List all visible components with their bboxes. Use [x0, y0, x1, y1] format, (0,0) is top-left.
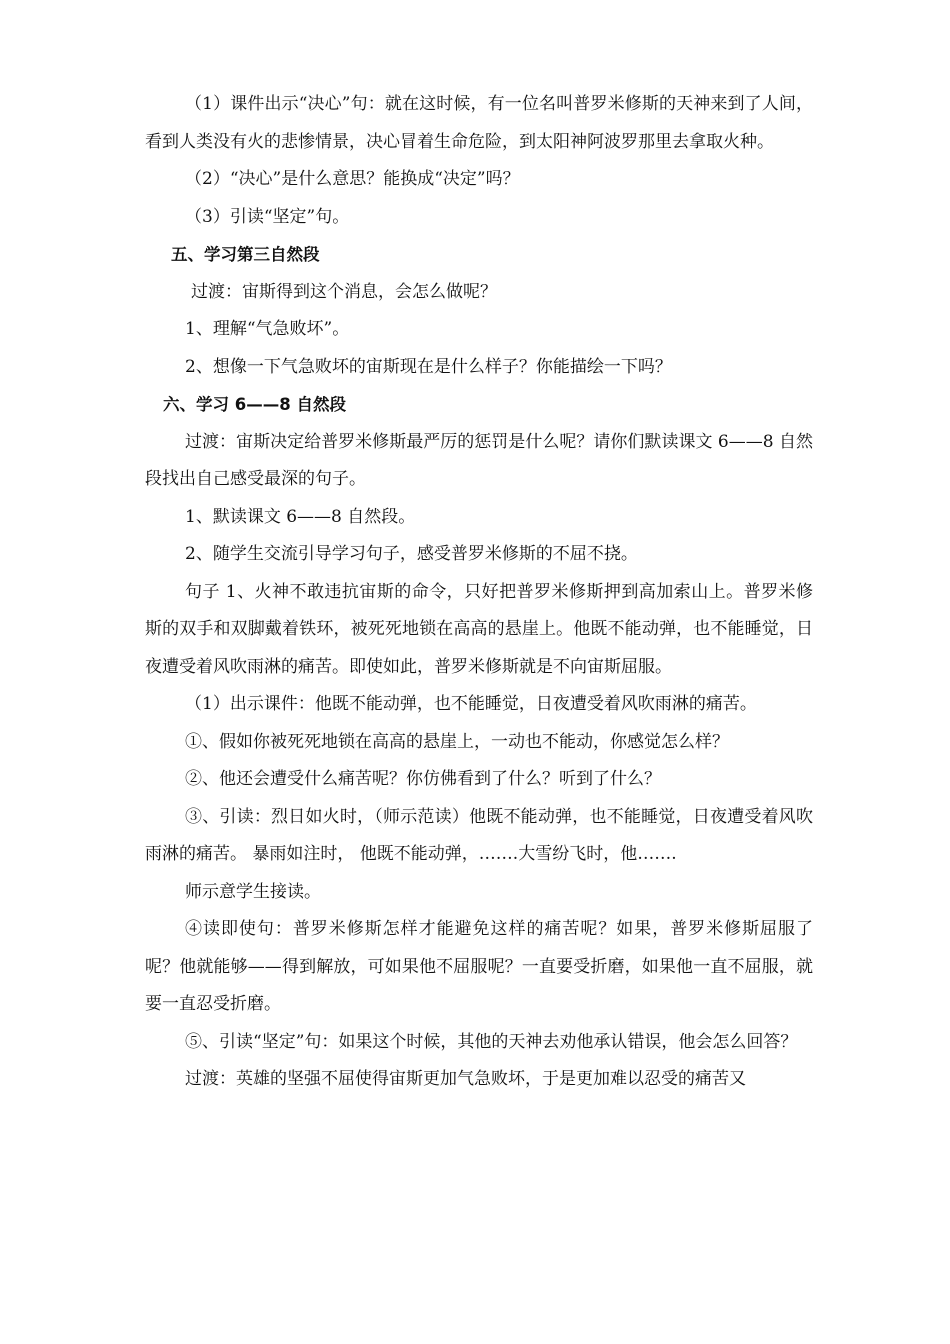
paragraph-6: 1、默读课文 6——8 自然段。 [185, 506, 416, 527]
paragraph-3: （3）引读“坚定”句。 [185, 206, 350, 227]
paragraph-15: ⑤、引读“坚定”句：如果这个时候，其他的天神去劝他承认错误，他会怎么回答？ [185, 1031, 798, 1052]
paragraph-4: 1、理解“气急败坏”。 [185, 319, 350, 339]
paragraph-transition-1: 过渡：宙斯得到这个消息，会怎么做呢？ [191, 281, 497, 302]
paragraph-7: 2、随学生交流引导学习句子，感受普罗米修斯的不屈不挠。 [185, 544, 638, 564]
paragraph-9: （1）出示课件：他既不能动弹，也不能睡觉，日夜遭受着风吹雨淋的痛苦。 [185, 694, 757, 714]
paragraph-5: 2、想像一下气急败坏的宙斯现在是什么样子？你能描绘一下吗？ [185, 356, 672, 377]
document-body [145, 86, 813, 1099]
paragraph-1: （1）课件出示“决心”句：就在这时候，有一位名叫普罗米修斯的天神来到了人间，看到人类没有火的悲惨情景，决心冒着生命危险，到太阳神阿波罗那里去拿取火种。 [145, 94, 813, 152]
paragraph-14: ④读即使句：普罗米修斯怎样才能避免这样的痛苦呢？如果，普罗米修斯屈服了呢？他就能够——得到解放，可如果他不屈服呢？一直要受折磨，如果他一直不屈服，就要一直忍受折磨。 [145, 919, 813, 1014]
paragraph-transition-2: 过渡：宙斯决定给普罗米修斯最严厉的惩罚是什么呢？请你们默读课文 6——8 自然段找出自己感受最深的句子。 [145, 431, 813, 489]
paragraph-10: ①、假如你被死死地锁在高高的悬崖上，一动也不能动，你感觉怎么样？ [185, 731, 729, 752]
section-heading-5: 五、学习第三自然段 [171, 245, 320, 264]
paragraph-2: （2）“决心”是什么意思？能换成“决定”吗？ [185, 169, 520, 189]
section-heading-6: 六、学习 6——8 自然段 [163, 395, 346, 414]
paragraph-11: ②、他还会遭受什么痛苦呢？你仿佛看到了什么？听到了什么？ [185, 769, 661, 789]
paragraph-8: 句子 1、火神不敢违抗宙斯的命令，只好把普罗米修斯押到高加索山上。普罗米修斯的双手和双脚戴着铁环，被死死地锁在高高的悬崖上。他既不能动弹，也不能睡觉，日夜遭受着风吹雨淋的痛苦。即使如此，普罗米修斯就是不向宙斯屈服。 [145, 581, 813, 677]
paragraph-13: 师示意学生接读。 [185, 881, 321, 902]
paragraph-12: ③、引读：烈日如火时，（师示范读）他既不能动弹，也不能睡觉，日夜遭受着风吹雨淋的痛苦。 暴雨如注时， 他既不能动弹，…….大雪纷飞时，他……. [145, 806, 813, 864]
paragraph-16: 过渡：英雄的坚强不屈使得宙斯更加气急败坏，于是更加难以忍受的痛苦又 [185, 1069, 746, 1089]
